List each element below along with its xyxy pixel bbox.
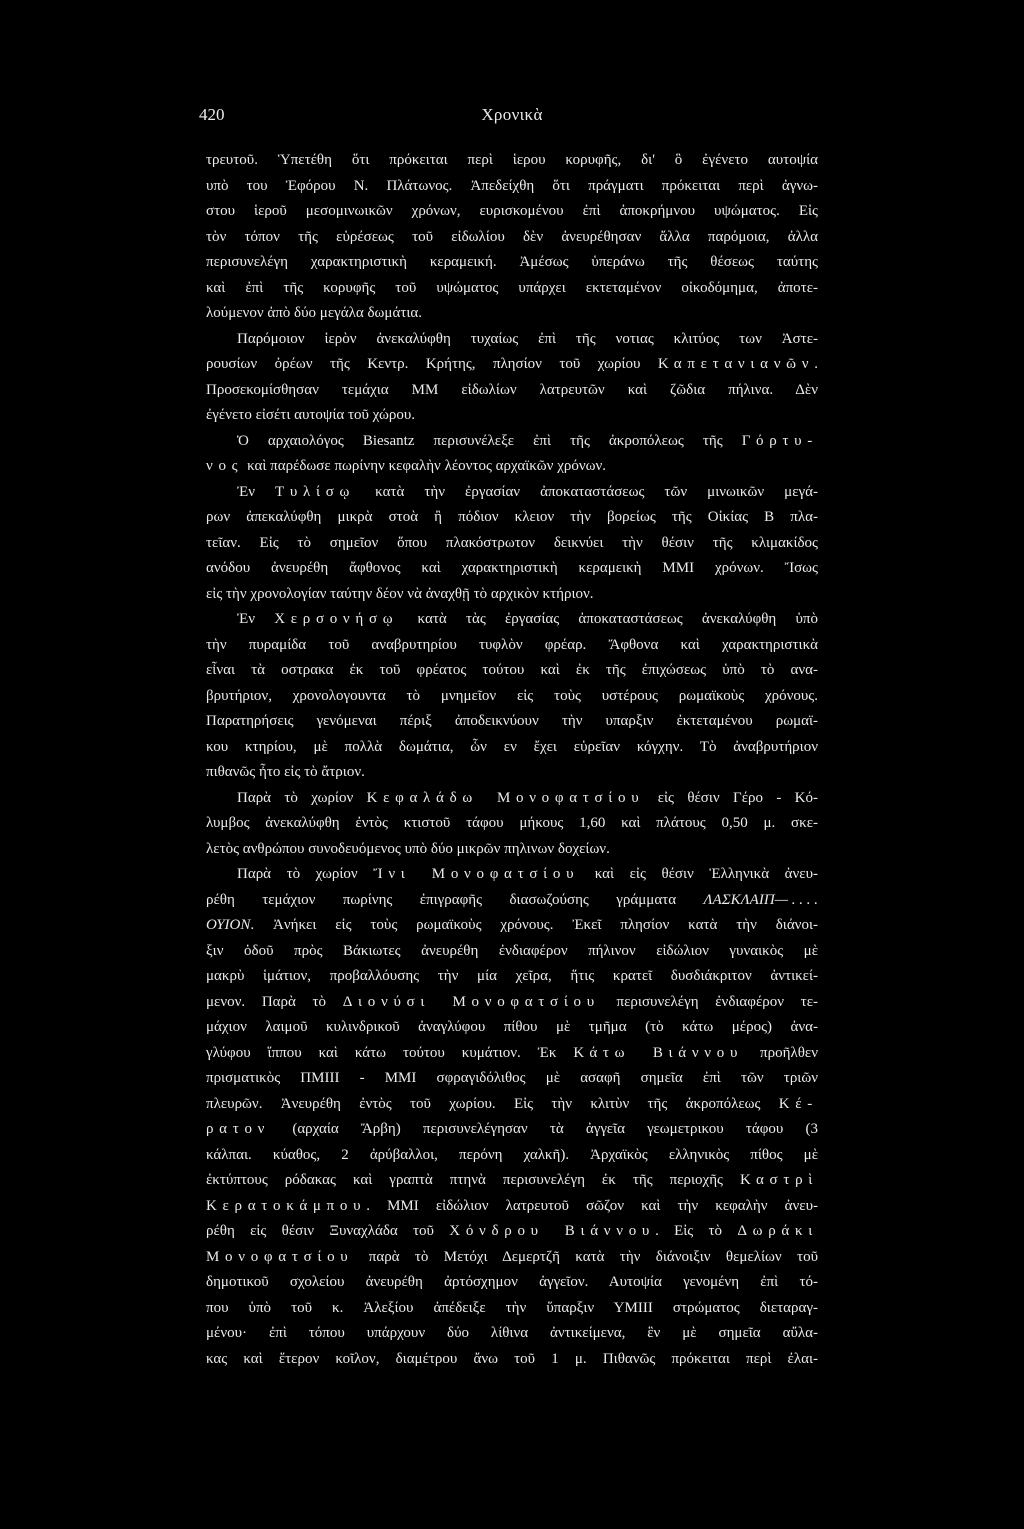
text-line <box>206 1245 818 1271</box>
spaced-name: Κάτω Βιάννου <box>573 1044 744 1061</box>
text-run: (αρχαία Ἄρβη) περισυνελέγησαν τὰ ἀγγεῖα γεωμετρικου τάφου (3 <box>270 1121 818 1137</box>
text-run: λούμενον ἀπὸ δύο μεγάλα δωμάτια. <box>206 305 423 321</box>
text-paragraph <box>206 148 818 327</box>
text-line <box>206 1296 818 1322</box>
text-run: Προσεκομίσθησαν τεμάχια ΜΜ εἰδωλίων λατρευτῶν καὶ ζῶδια πήλινα. Δὲν <box>206 381 818 398</box>
text-run: ξιν ὁδοῦ πρὸς Βάκιωτες ἀνευρέθη ἐνδιαφέρον πήλινον εἰδώλιον γυναικὸς μὲ <box>206 942 818 959</box>
text-line <box>206 1219 818 1245</box>
text-paragraph <box>206 480 818 608</box>
text-line <box>206 1092 818 1118</box>
text-line <box>206 735 818 761</box>
text-run: τρευτοῦ. Ὑπετέθη ὅτι πρόκειται περὶ ἱερου κορυφῆς, δι' ὃ ἐγένετο αυτοψία <box>206 152 818 168</box>
text-line <box>206 199 818 225</box>
text-run: υπὸ του Ἐφόρου Ν. Πλάτωνος. Ἀπεδείχθη ὅτι πράγματι πρόκειται περὶ ἀγνω- <box>206 177 818 194</box>
spaced-name: Δωράκι <box>737 1223 818 1239</box>
text-run: βρυτήριον, χρονολογουντα τὸ μνημεῖον εἰς τοὺς υστέρους ρωμαϊκοὺς χρόνους. <box>206 687 818 704</box>
text-paragraph <box>206 862 818 1372</box>
text-paragraph <box>206 429 818 480</box>
text-line <box>206 1168 818 1194</box>
text-run: καὶ εἰς θέσιν Ἑλληνικὰ ἀνευ- <box>579 866 818 882</box>
text-run: μένου· ἐπὶ τόπου υπάρχουν δύο λίθινα ἀντικείμενα, ἓν μὲ σημεῖα αὔλα- <box>206 1325 818 1341</box>
spaced-name: Κέ- <box>778 1095 818 1112</box>
text-run: λυμβος ἀνεκαλύφθη ἐντὸς κτιστοῦ τάφου μήκους 1,60 καὶ πλάτους 0,50 μ. σκε- <box>206 815 818 831</box>
text-run: κας καὶ ἕτερον κοῖλον, διαμέτρου ἄνω τοῦ 1 μ. Πιθανῶς πρόκειται περὶ ἐλαι- <box>206 1350 818 1367</box>
text-line <box>206 709 818 735</box>
text-line <box>206 1041 818 1067</box>
text-line <box>206 684 818 710</box>
text-run: ανόδου ἀνευρέθη ἄφθονος καὶ χαρακτηριστικὴ κεραμεικὴ ΜΜΙ χρόνων. Ἴσως <box>206 560 818 576</box>
text-run: τεῖαν. Εἰς τὸ σημεῖον ὅπου πλακόστρωτον δεικνύει τὴν θέσιν τῆς κλιμακίδος <box>206 534 818 551</box>
text-line <box>206 276 818 302</box>
text-line <box>206 582 818 608</box>
text-run: Παρὰ τὸ χωρίον <box>237 866 374 882</box>
text-run: πρισματικὸς ΠΜΙΙΙ - ΜΜΙ σφραγιδόλιθος μὲ ασαφῆ σημεῖα ἐπὶ τῶν τριῶν <box>206 1070 818 1086</box>
text-run: δημοτικοῦ σχολείου ἀνευρέθη ἀρτόσχημον ἀγγεῖον. Αυτοψία γενομένη ἐπὶ τό- <box>206 1274 818 1290</box>
text-run: Παρατηρήσεις γενόμεναι πέριξ ἀποδεικνύουν τὴν υπαρξιν ἐκτεταμένου ρωμαϊ- <box>206 713 818 729</box>
text-run: . Εἰς τὸ <box>655 1223 738 1239</box>
text-line <box>206 454 818 480</box>
text-line <box>206 1143 818 1169</box>
text-line <box>206 888 818 914</box>
text-line <box>206 862 818 888</box>
text-line <box>206 301 818 327</box>
spaced-name: Κερατοκάμπου <box>206 1197 367 1214</box>
text-run: καὶ ἐπὶ τῆς κορυφῆς τοῦ υψώματος υπάρχει εκτεταμένον οἰκοδόμημα, ἀποτε- <box>206 279 818 296</box>
text-run: μενον. Παρὰ τὸ <box>206 993 343 1010</box>
text-line <box>206 913 818 939</box>
text-line <box>206 811 818 837</box>
text-run: . Ἀνήκει εἰς τοὺς ρωμαϊκοὺς χρόνους. Ἐκεῖ πλησίον κατὰ τὴν διάνοι- <box>250 917 818 933</box>
text-run: παρὰ τὸ Μετόχι Δεμερτζῆ κατὰ τὴν διάνοιξιν θεμελίων τοῦ <box>353 1248 818 1265</box>
text-run: Ὁ αρχαιολόγος Biesantz περισυνέλεξε ἐπὶ τῆς ἀκροπόλεως τῆς <box>237 432 742 449</box>
text-run: στου ἱεροῦ μεσομινωικῶν χρόνων, ευρισκομένου ἐπὶ ἀποκρήμνου υψώματος. Εἰς <box>206 203 818 219</box>
spaced-name: Χόνδρου Βιάννου <box>449 1223 656 1239</box>
text-run: ρέθη εἰς θέσιν Ξυναχλάδα τοῦ <box>206 1223 450 1239</box>
spaced-name: Τυλίσῳ <box>275 483 356 500</box>
italic-text: ΛΑΣΚΛΑΙΠ— . . . . <box>703 891 818 908</box>
text-run: γλύφου ἵππου καὶ κάτω τούτου κυμάτιον. Ἐκ <box>206 1044 574 1061</box>
text-run: μάχιον λαιμοῦ κυλινδρικοῦ ἀναγλύφου πίθου μὲ τμῆμα (τὸ κάτω μέρος) ἀνα- <box>206 1019 818 1035</box>
spaced-name: Κεφαλάδω Μονοφατσίου <box>366 789 645 806</box>
text-run: Ἐν <box>237 483 276 500</box>
text-line <box>206 1347 818 1373</box>
text-line <box>206 837 818 863</box>
text-run: ἐκτύπτους ρόδακας καὶ γραπτὰ πτηνὰ περισυνελέγη ἐκ τῆς περιοχῆς <box>206 1172 741 1188</box>
text-run: περισυνελέγη χαρακτηριστικὴ κεραμεική. Ἀμέσως ὑπεράνω τῆς θέσεως ταύτης <box>206 254 818 270</box>
spaced-name: Διονύσι Μονοφατσίου <box>342 993 600 1010</box>
text-run: που ὑπὸ τοῦ κ. Ἀλεξίου ἀπέδειξε τὴν ὕπαρξιν ΥΜΙΙΙ στρώματος διεταραγ- <box>206 1299 818 1316</box>
text-run: περισυνελέγη ἐνδιαφέρον τε- <box>599 993 818 1010</box>
spaced-name: ρατον <box>206 1121 271 1137</box>
text-line <box>206 352 818 378</box>
text-line <box>206 480 818 506</box>
spaced-name: νος <box>206 458 244 474</box>
text-paragraph <box>206 607 818 786</box>
text-run: κου κτηρίου, μὲ πολλὰ δωμάτια, ὧν εν ἔχει εὑρεῖαν κόγχην. Τὸ ἀναβρυτήριον <box>206 738 818 755</box>
spaced-name: Καπετανιανῶν <box>657 356 815 372</box>
text-line <box>206 1066 818 1092</box>
text-run: κατὰ τὰς ἐργασίας ἀποκαταστάσεως ἀνεκαλύφθη ὑπὸ <box>398 611 818 627</box>
text-line <box>206 1015 818 1041</box>
text-line <box>206 1194 818 1220</box>
text-line <box>206 607 818 633</box>
text-line <box>206 556 818 582</box>
spaced-name: Ἴνι Μονοφατσίου <box>373 866 580 882</box>
page-number: 420 <box>199 105 225 124</box>
text-line <box>206 403 818 429</box>
text-line <box>206 964 818 990</box>
spaced-name: Μονοφατσίου <box>206 1248 354 1265</box>
text-run: πιθανῶς ἦτο εἰς τὸ ἄτριον. <box>206 764 365 780</box>
spaced-name: Χερσονήσῳ <box>274 611 399 627</box>
text-line <box>206 148 818 174</box>
text-line <box>206 378 818 404</box>
text-line <box>206 786 818 812</box>
text-run: ρέθη τεμάχιον πωρίνης ἐπιγραφῆς διασωζούσης γράμματα <box>206 891 704 908</box>
text-line <box>206 505 818 531</box>
text-line <box>206 174 818 200</box>
text-line <box>206 531 818 557</box>
text-run: Παρὰ τὸ χωρίον <box>237 789 367 806</box>
text-run: καὶ παρέδωσε πωρίνην κεφαλὴν λέοντος αρχαϊκῶν χρόνων. <box>243 458 607 474</box>
text-run: ρων ἀπεκαλύφθη μικρὰ στοὰ ἢ πόδιον κλειον τὴν βορείως τῆς Οἰκίας Β πλα- <box>206 509 818 525</box>
text-paragraph <box>206 327 818 429</box>
text-run: κατὰ τὴν ἐργασίαν ἀποκαταστάσεως τῶν μινωικῶν μεγά- <box>355 483 818 500</box>
text-run: τὸν τόπον τῆς εὑρέσεως τοῦ εἰδωλίου δὲν ἀνευρέθησαν ἄλλα παρόμοια, ἀλλα <box>206 228 818 245</box>
text-run: Παρόμοιον ἱερὸν ἀνεκαλύφθη τυχαίως ἐπὶ τῆς νοτιας κλιτύος των Ἀστε- <box>237 330 818 347</box>
text-line <box>206 1117 818 1143</box>
text-run: . <box>814 356 818 372</box>
text-run: εἶναι τὰ οστρακα ἐκ τοῦ φρέατος τούτου καὶ ἐκ τῆς ἐπιχώσεως ὑπὸ τὸ ανα- <box>206 662 818 678</box>
text-line <box>206 225 818 251</box>
text-line <box>206 658 818 684</box>
text-run: τὴν πυραμίδα τοῦ αναβρυτηρίου τυφλὸν φρέαρ. Ἄφθονα καὶ χαρακτηριστικὰ <box>206 636 818 653</box>
text-line <box>206 429 818 455</box>
text-line <box>206 633 818 659</box>
spaced-name: Καστρὶ <box>740 1172 818 1188</box>
italic-text: ΟΥΙΟΝ <box>206 917 251 933</box>
body-text <box>206 148 818 1372</box>
text-run: Ἐν <box>237 611 275 627</box>
text-run: λετὸς ανθρώπου συνοδευόμενος υπὸ δύο μικρῶν πηλινων δοχείων. <box>206 840 610 857</box>
running-title: Χρονικὰ <box>481 105 543 124</box>
text-run: ἐγένετο εἰσέτι αυτοψία τοῦ χώρου. <box>206 407 416 423</box>
text-line <box>206 760 818 786</box>
text-line <box>206 1321 818 1347</box>
text-line <box>206 1270 818 1296</box>
text-run: εἰς θέσιν Γέρο - Κό- <box>644 789 818 806</box>
text-run: κάλπαι. κύαθος, 2 ἀρύβαλλοι, περόνη χαλκῆ). Ἀρχαϊκὸς ελληνικὸς πίθος μὲ <box>206 1146 818 1163</box>
text-line <box>206 250 818 276</box>
text-line <box>206 990 818 1016</box>
text-run: πλευρῶν. Ἀνευρέθη ἐντὸς τοῦ χωρίου. Εἰς τὴν κλιτὺν τῆς ἀκροπόλεως <box>206 1095 779 1112</box>
text-run: . ΜΜΙ εἰδώλιον λατρευτοῦ σῶζον καὶ τὴν κεφαλὴν ἀνευ- <box>366 1197 818 1214</box>
text-run: μακρὺ ἱμάτιον, προβαλλόυσης τὴν μία χεῖρα, ἥτις κρατεῖ δυσδιάκριτον ἀντικεί- <box>206 968 818 984</box>
text-run: προῆλθεν <box>743 1044 818 1061</box>
spaced-name: Γόρτυ- <box>741 432 818 449</box>
text-run: ρουσίων ὀρέων τῆς Κεντρ. Κρήτης, πλησίον τοῦ χωρίου <box>206 356 658 372</box>
text-line <box>206 939 818 965</box>
text-line <box>206 327 818 353</box>
text-paragraph <box>206 786 818 863</box>
text-run: εἰς τὴν χρονολογίαν ταύτην δέον νὰ ἀναχθῇ τὸ αρχικὸν κτήριον. <box>206 585 594 602</box>
